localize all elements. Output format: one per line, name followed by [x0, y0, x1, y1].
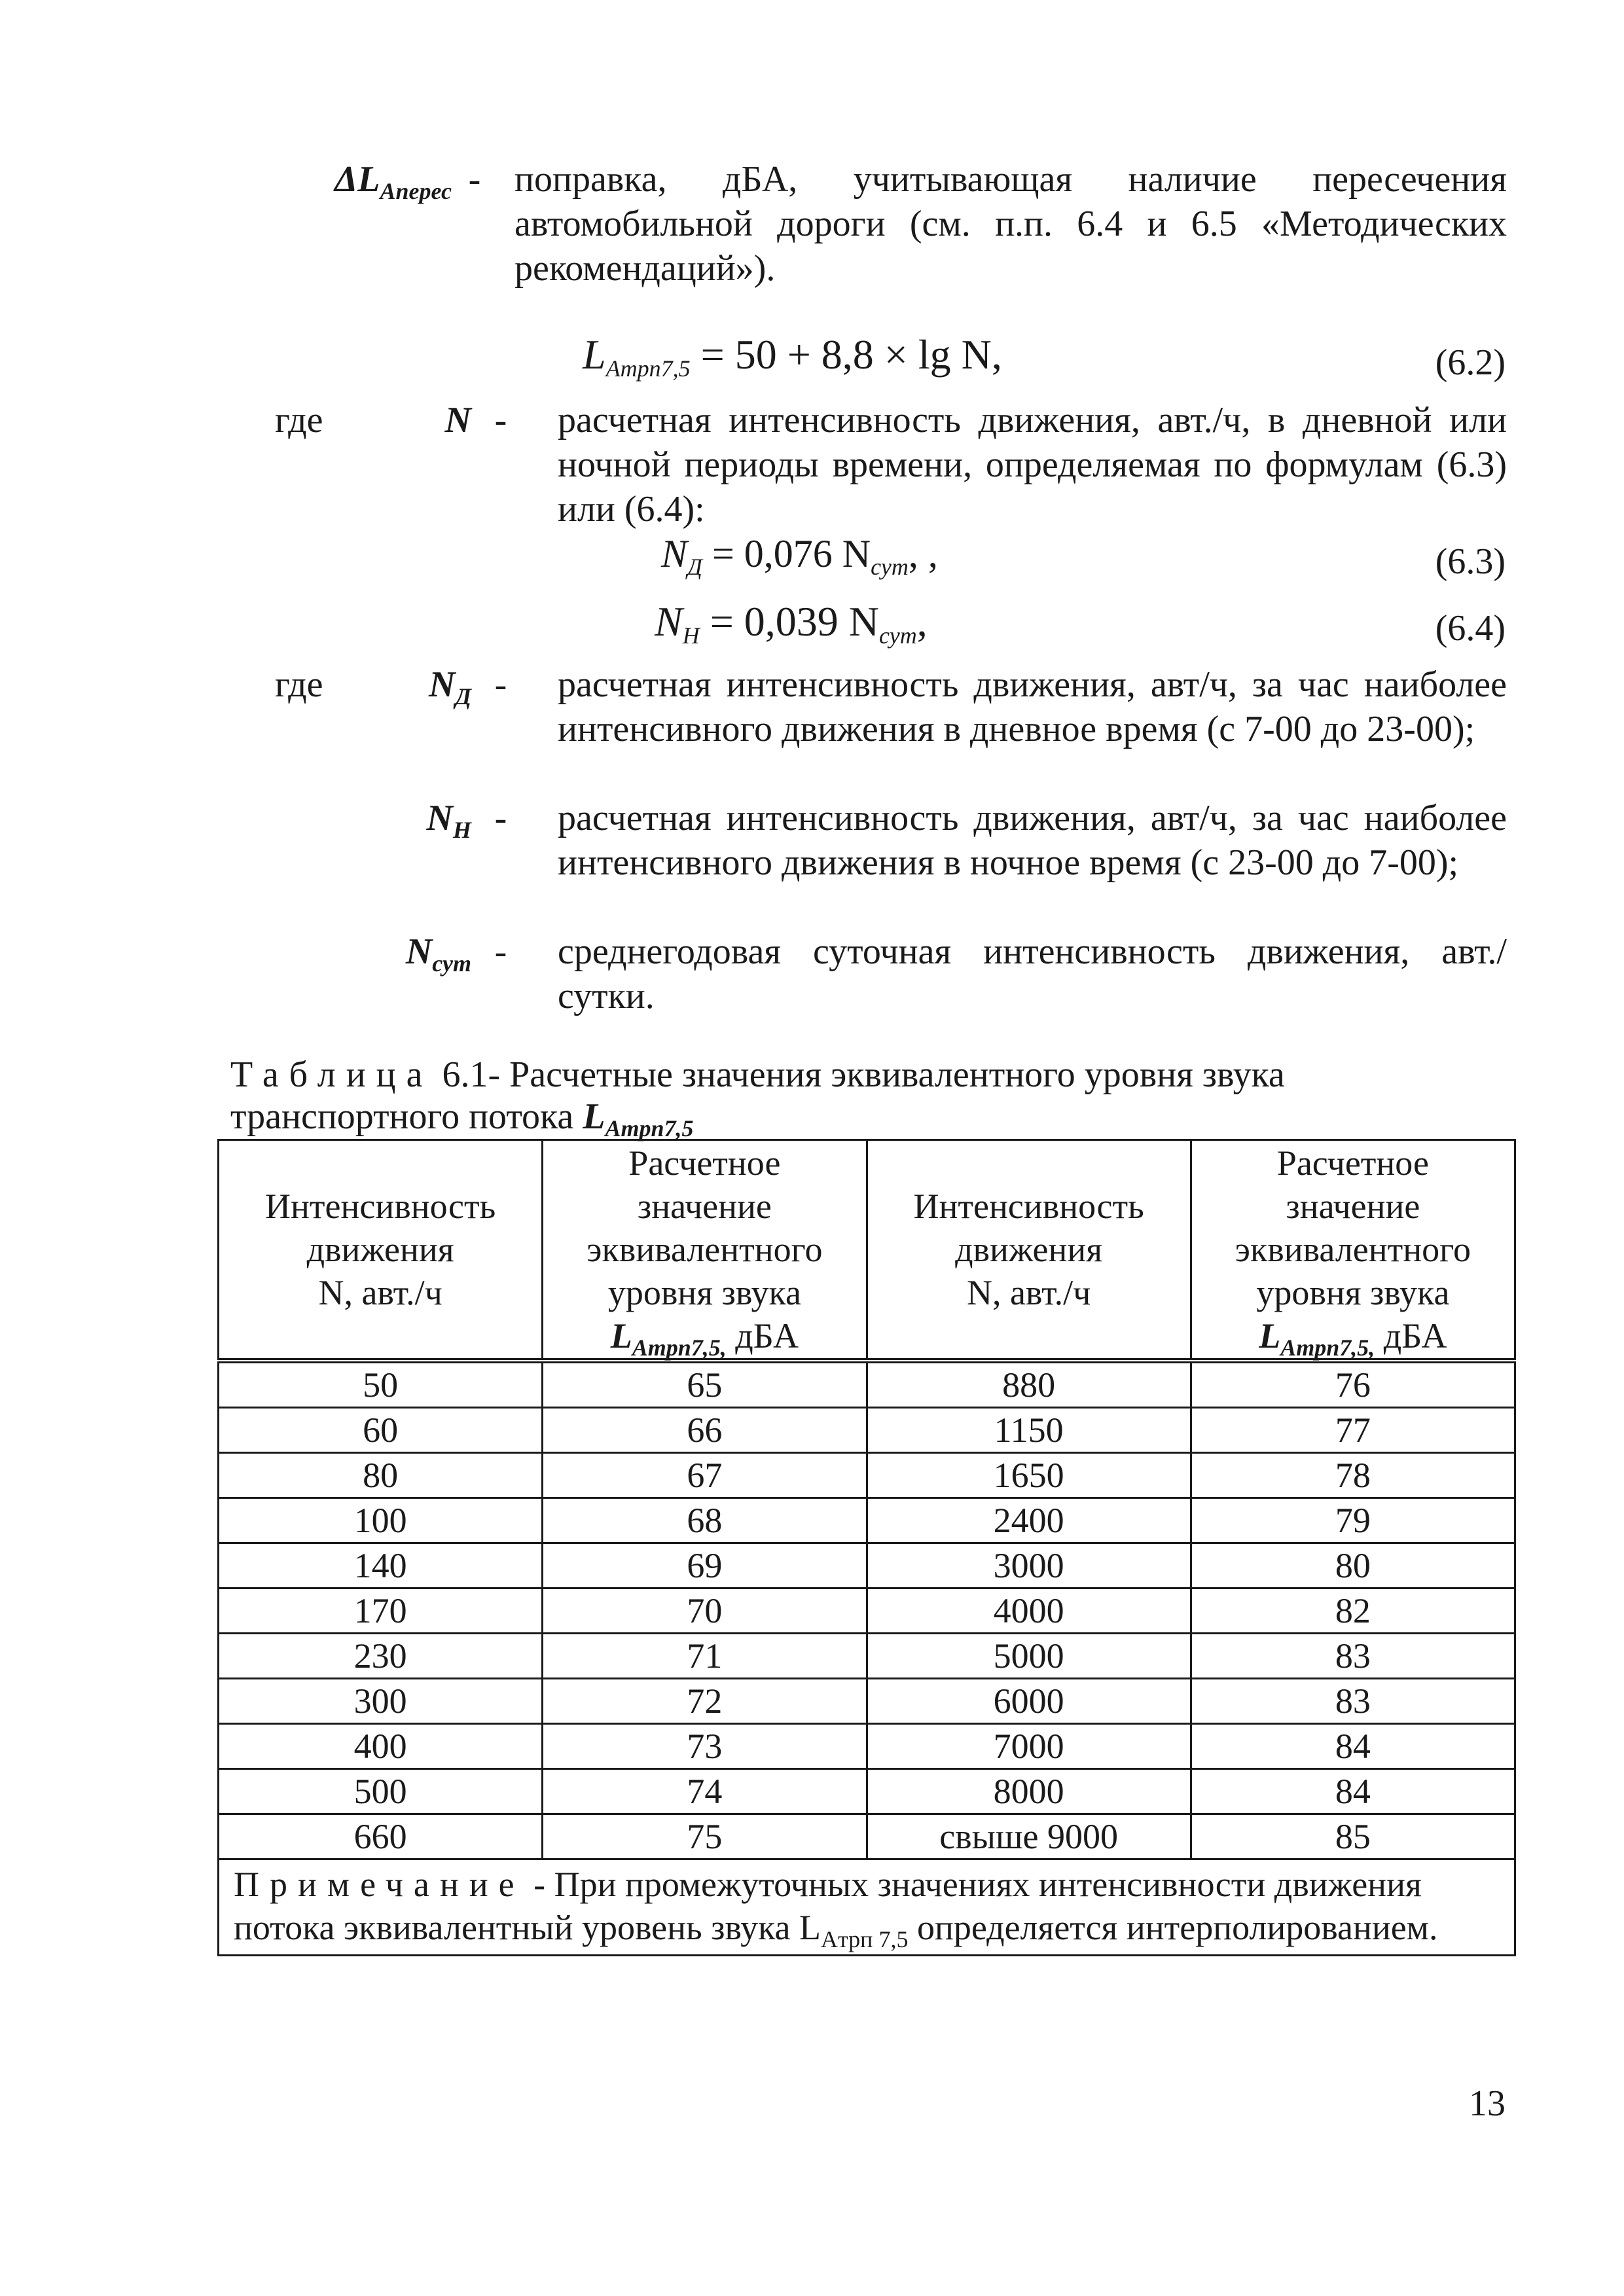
table-cell: 67	[543, 1453, 867, 1498]
table-row	[219, 1408, 1515, 1453]
table-cell: 84	[1191, 1769, 1515, 1814]
term-n-day: $N_Д$	[428, 664, 471, 709]
table-cell: 5000	[867, 1634, 1191, 1679]
table-cell: 60	[219, 1408, 543, 1453]
definition-text: поправка, дБА, учитывающая наличие пересечения автомобильной дороги (см. п.п. 6.4 и 6.5 «Методических рекомендаций»).	[514, 159, 1507, 289]
definition-text: расчетная интенсивность движения, авт./ч, в дневной или ночной периоды времени, определяемая по формулам (6.3) или (6.4):	[558, 400, 1507, 529]
table-note-row	[219, 1859, 1515, 1956]
header-intensity: Интенсивность движения N, авт./ч	[219, 1140, 543, 1361]
table-cell: 1150	[867, 1408, 1191, 1453]
table-cell: 80	[219, 1453, 543, 1498]
table-cell: 140	[219, 1543, 543, 1588]
table-note: Примечание - При промежуточных значениях интенсивности движения потока эквивалентный уровень звука $L_{Aтрп 7,5}$ определяется интерполированием.	[219, 1859, 1515, 1956]
table-cell: 70	[543, 1588, 867, 1634]
table-row	[219, 1814, 1515, 1859]
table-cell: 78	[1191, 1453, 1515, 1498]
table-cell: 100	[219, 1498, 543, 1543]
header-sound-level: Расчетное значение эквивалентного уровня звука $L_{Aтрп7,5,}$ дБА	[543, 1140, 867, 1361]
table-row	[219, 1769, 1515, 1814]
table-cell: 50	[219, 1361, 543, 1408]
table-cell: 83	[1191, 1679, 1515, 1724]
table-row	[219, 1588, 1515, 1634]
table-cell: 79	[1191, 1498, 1515, 1543]
formula-6-3: $N_Д = 0,076$ $N_{сут}$, ,	[661, 532, 938, 580]
table-row	[219, 1361, 1515, 1408]
table-cell: 660	[219, 1814, 543, 1859]
table-cell: 230	[219, 1634, 543, 1679]
table-cell: 4000	[867, 1588, 1191, 1634]
table-cell: 80	[1191, 1543, 1515, 1588]
term-n-night: $N_Н$	[426, 798, 471, 843]
table-cell: 3000	[867, 1543, 1191, 1588]
definition-dash: -	[494, 931, 507, 972]
table-cell: 85	[1191, 1814, 1515, 1859]
table-row	[219, 1634, 1515, 1679]
table-header-row	[219, 1140, 1515, 1361]
table-cell: 83	[1191, 1634, 1515, 1679]
formula-number-6-4: (6.4)	[1435, 608, 1506, 649]
table-cell: 84	[1191, 1724, 1515, 1769]
table-row	[219, 1679, 1515, 1724]
definition-dash: -	[468, 159, 481, 200]
table-caption: Таблица 6.1- Расчетные значения эквивалентного уровня звука транспортного потока $L_{Aтрп7,5}$	[230, 1054, 1285, 1141]
table-cell: 400	[219, 1724, 543, 1769]
table-cell: 72	[543, 1679, 867, 1724]
table-cell: 66	[543, 1408, 867, 1453]
definition-dash: -	[494, 798, 507, 838]
table-cell: 74	[543, 1769, 867, 1814]
table-cell: 65	[543, 1361, 867, 1408]
table-cell: 82	[1191, 1588, 1515, 1634]
table-row	[219, 1498, 1515, 1543]
formula-number-6-2: (6.2)	[1435, 342, 1506, 383]
table-cell: 69	[543, 1543, 867, 1588]
sound-level-table	[217, 1139, 1516, 1956]
definition-text: расчетная интенсивность движения, авт/ч, за час наиболее интенсивного движения в ночное время (с 23-00 до 7-00);	[558, 798, 1507, 883]
term-n-sut: $N_{сут}$	[405, 931, 471, 977]
table-cell: 68	[543, 1498, 867, 1543]
page-number: 13	[1469, 2083, 1506, 2124]
where-label: где	[275, 400, 323, 440]
header-intensity: Интенсивность движения N, авт./ч	[867, 1140, 1191, 1361]
formula-number-6-3: (6.3)	[1435, 541, 1506, 582]
definition-text: расчетная интенсивность движения, авт/ч, за час наиболее интенсивного движения в дневное время (с 7-00 до 23-00);	[558, 664, 1507, 749]
table-cell: 77	[1191, 1408, 1515, 1453]
table-cell: 7000	[867, 1724, 1191, 1769]
formula-6-4: $N_Н = 0,039$ $N_{сут}$,	[655, 598, 928, 649]
table-cell: 1650	[867, 1453, 1191, 1498]
table-row	[219, 1543, 1515, 1588]
table-row	[219, 1724, 1515, 1769]
table-cell: 170	[219, 1588, 543, 1634]
table-cell: 500	[219, 1769, 543, 1814]
where-label: где	[275, 664, 323, 705]
definition-text: среднегодовая суточная интенсивность движения, авт./сутки.	[558, 931, 1507, 1016]
table-row	[219, 1453, 1515, 1498]
formula-6-2: $L_{Aтрп7,5} = 50 + 8,8 \times \lg N$,	[583, 331, 1002, 382]
header-sound-level: Расчетное значение эквивалентного уровня звука $L_{Aтрп7,5,}$ дБА	[1191, 1140, 1515, 1361]
table-cell: 71	[543, 1634, 867, 1679]
table-cell: 880	[867, 1361, 1191, 1408]
table-cell: свыше 9000	[867, 1814, 1191, 1859]
table-cell: 8000	[867, 1769, 1191, 1814]
term-sub: Aперес	[380, 178, 452, 204]
table-cell: 2400	[867, 1498, 1191, 1543]
definition-dash: -	[494, 664, 507, 705]
table-cell: 6000	[867, 1679, 1191, 1724]
table-cell: 76	[1191, 1361, 1515, 1408]
term-n: N	[444, 400, 471, 440]
table-cell: 75	[543, 1814, 867, 1859]
term-delta-l: $\Delta L_{Aперес}$	[334, 159, 452, 204]
table-cell: 73	[543, 1724, 867, 1769]
table-cell: 300	[219, 1679, 543, 1724]
definition-dash: -	[494, 400, 507, 440]
